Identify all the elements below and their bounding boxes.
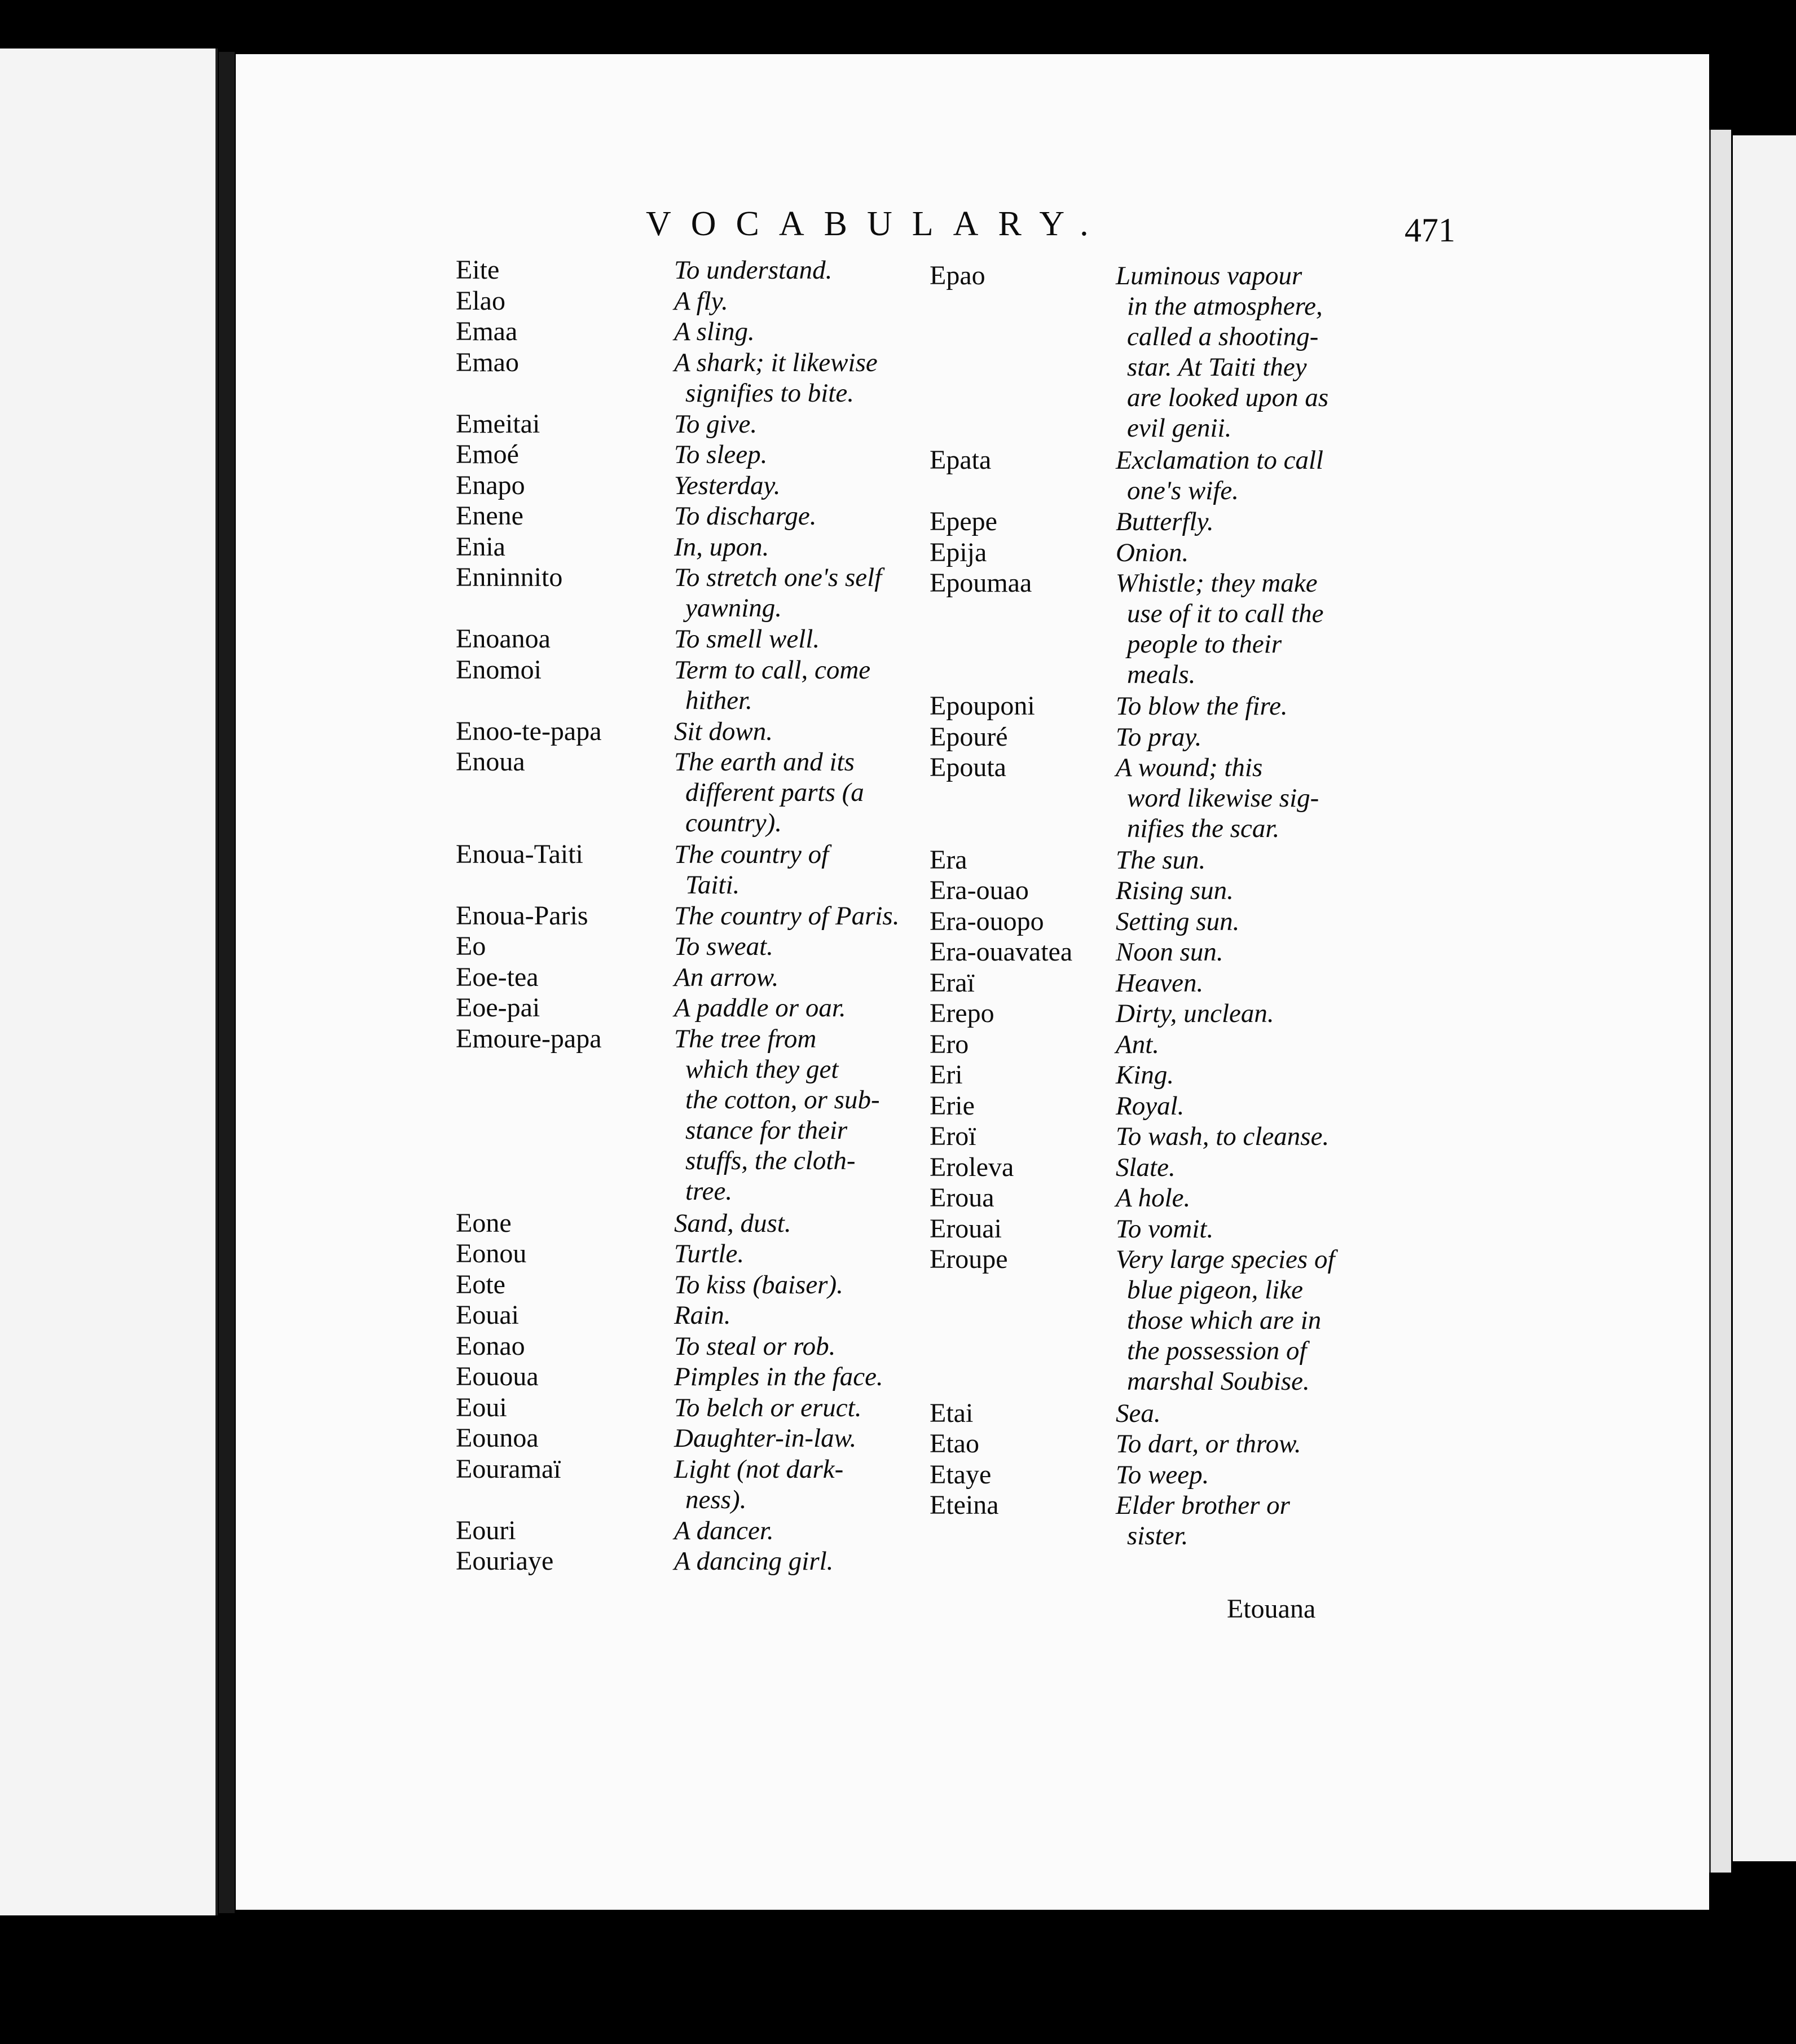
entry-headword: Etai — [930, 1398, 974, 1428]
definition-line: Heaven. — [1116, 968, 1204, 998]
entry-definition — [674, 501, 816, 531]
definition-line: To stretch one's self — [674, 563, 882, 592]
definition-line: A sling. — [674, 317, 755, 346]
entry-headword: Era-ouopo — [930, 906, 1044, 936]
entry-headword: Eououa — [456, 1362, 539, 1391]
definition-line: signifies to bite. — [685, 378, 854, 408]
entry-definition — [674, 439, 767, 470]
definition-line: An arrow. — [674, 962, 779, 992]
definition-line: A dancer. — [674, 1516, 774, 1545]
entry-definition — [1116, 1490, 1290, 1551]
definition-line: stuffs, the cloth- — [685, 1146, 856, 1175]
entry-definition — [1116, 1460, 1209, 1490]
entry-definition — [1116, 261, 1328, 443]
entry-headword: Ero — [930, 1029, 969, 1059]
entry-definition — [1116, 1183, 1190, 1213]
entry-headword: Epoumaa — [930, 568, 1032, 598]
definition-line: A fly. — [674, 286, 728, 316]
entry-definition — [1116, 1214, 1213, 1244]
definition-line: Daughter-in-law. — [674, 1424, 857, 1453]
definition-line: To dart, or throw. — [1116, 1429, 1301, 1459]
entry-headword: Eonao — [456, 1331, 525, 1361]
catchword: Etouana — [1227, 1594, 1316, 1624]
definition-line: those which are in — [1127, 1306, 1322, 1335]
entry-definition — [674, 470, 780, 501]
definition-line: Term to call, come — [674, 655, 871, 685]
entry-headword: Etaye — [930, 1459, 992, 1490]
definition-line: Ant. — [1116, 1029, 1160, 1059]
definition-line: are looked upon as — [1127, 383, 1329, 412]
entry-definition — [674, 1454, 843, 1515]
entry-definition — [674, 1393, 861, 1423]
entry-definition — [674, 409, 757, 439]
entry-definition — [1116, 1029, 1159, 1060]
definition-line: To blow the fire. — [1116, 691, 1288, 721]
entry-definition — [1116, 1429, 1301, 1459]
definition-line: To weep. — [1116, 1460, 1209, 1490]
definition-line: Butterfly. — [1116, 507, 1214, 536]
entry-headword: Erepo — [930, 998, 994, 1028]
definition-line: Setting sun. — [1116, 906, 1240, 936]
definition-line: The sun. — [1116, 845, 1206, 875]
entry-headword: Emao — [456, 347, 519, 377]
entry-definition — [1116, 968, 1203, 998]
definition-line: Turtle. — [674, 1239, 745, 1268]
definition-line: yawning. — [685, 593, 782, 623]
entry-definition — [1116, 506, 1214, 537]
definition-line: Rising sun. — [1116, 876, 1234, 905]
definition-line: A hole. — [1116, 1183, 1191, 1213]
definition-line: people to their — [1127, 629, 1282, 659]
entry-headword: Enoanoa — [456, 624, 551, 654]
entry-headword: Era-ouavatea — [930, 937, 1073, 967]
entry-definition — [674, 1516, 774, 1546]
entry-headword: Eroupe — [930, 1244, 1008, 1274]
definition-line: meals. — [1127, 660, 1196, 689]
entry-headword: Elao — [456, 285, 505, 316]
entry-headword: Eraï — [930, 967, 975, 998]
definition-line: Rain. — [674, 1301, 731, 1330]
entry-headword: Epija — [930, 537, 987, 567]
definition-line: To vomit. — [1116, 1214, 1214, 1244]
entry-headword: Eo — [456, 931, 486, 961]
entry-definition — [1116, 445, 1323, 506]
entry-definition — [674, 839, 829, 900]
entry-definition — [1116, 1244, 1335, 1397]
definition-line: To sweat. — [674, 932, 773, 961]
definition-line: the possession of — [1127, 1336, 1307, 1365]
entry-headword: Eonou — [456, 1239, 527, 1268]
definition-line: Luminous vapour — [1116, 261, 1302, 290]
next-page-edge — [1733, 135, 1796, 1861]
entry-headword: Enoua-Taiti — [456, 839, 583, 869]
entry-definition — [1116, 1121, 1329, 1152]
entry-headword: Eroï — [930, 1121, 976, 1151]
definition-line: Pimples in the face. — [674, 1362, 883, 1391]
definition-line: To belch or eruct. — [674, 1393, 862, 1422]
entry-definition — [674, 624, 820, 654]
definition-line: The country of Paris. — [674, 901, 900, 931]
entry-definition — [674, 1331, 835, 1362]
page-edge-shadow — [1709, 130, 1731, 1873]
definition-line: To understand. — [674, 256, 833, 285]
entry-definition — [1116, 1152, 1176, 1183]
definition-line: called a shooting- — [1127, 322, 1319, 351]
entry-headword: Eone — [456, 1208, 512, 1238]
entry-definition — [674, 255, 832, 285]
entry-headword: Eteina — [930, 1490, 999, 1520]
definition-line: nifies the scar. — [1127, 814, 1280, 843]
entry-headword: Eounoa — [456, 1423, 539, 1453]
entry-definition — [1116, 752, 1319, 844]
definition-line: The country of — [674, 839, 829, 869]
entry-definition — [1116, 722, 1201, 752]
entry-headword: Enomoi — [456, 654, 542, 685]
entry-headword: Enninnito — [456, 562, 563, 592]
entry-headword: Eouai — [456, 1300, 519, 1330]
entry-definition — [674, 962, 778, 993]
definition-line: use of it to call the — [1127, 599, 1324, 628]
definition-line: Elder brother or — [1116, 1491, 1290, 1520]
entry-definition — [674, 655, 870, 716]
definition-line: To kiss (baiser). — [674, 1270, 843, 1299]
entry-headword: Enia — [456, 531, 505, 562]
entry-headword: Epata — [930, 445, 992, 475]
entry-headword: Enene — [456, 501, 523, 531]
entry-headword: Eroua — [930, 1183, 994, 1213]
definition-line: Sea. — [1116, 1398, 1161, 1428]
entry-definition — [1116, 998, 1274, 1029]
entry-definition — [1116, 538, 1188, 568]
entry-headword: Emoé — [456, 439, 519, 469]
definition-line: A shark; it likewise — [674, 347, 878, 377]
entry-definition — [1116, 1398, 1161, 1429]
entry-definition — [674, 286, 728, 316]
entry-headword: Eote — [456, 1269, 505, 1299]
entry-definition — [674, 316, 755, 347]
entry-headword: Enoua-Paris — [456, 900, 588, 931]
entry-headword: Epouponi — [930, 691, 1035, 721]
entry-definition — [1116, 568, 1324, 690]
entry-headword: Eouriaye — [456, 1546, 554, 1576]
definition-line: sister. — [1127, 1521, 1188, 1550]
entry-headword: Eoe-tea — [456, 962, 539, 992]
entry-definition — [674, 1546, 833, 1576]
definition-line: which they get — [685, 1054, 839, 1084]
entry-headword: Emoure-papa — [456, 1023, 602, 1054]
definition-line: stance for their — [685, 1115, 848, 1145]
definition-line: different parts (a — [685, 778, 864, 807]
entry-definition — [674, 1208, 791, 1239]
definition-line: A wound; this — [1116, 753, 1263, 782]
entry-headword: Eroleva — [930, 1152, 1014, 1182]
entry-definition — [674, 1423, 856, 1453]
page-header-title: VOCABULARY. — [646, 205, 1108, 243]
entry-headword: Emaa — [456, 316, 518, 346]
definition-line: King. — [1116, 1060, 1174, 1090]
definition-line: Very large species of — [1116, 1245, 1335, 1274]
definition-line: A dancing girl. — [674, 1547, 834, 1576]
entry-definition — [674, 931, 773, 962]
entry-headword: Eri — [930, 1060, 963, 1090]
entry-definition — [1116, 875, 1234, 906]
entry-definition — [674, 1024, 880, 1206]
definition-line: Onion. — [1116, 538, 1189, 567]
definition-line: Yesterday. — [674, 470, 781, 500]
definition-line: word likewise sig- — [1127, 783, 1319, 813]
entry-headword: Eoe-pai — [456, 993, 540, 1023]
entry-headword: Epao — [930, 261, 985, 290]
entry-headword: Enapo — [456, 470, 525, 500]
definition-line: Sand, dust. — [674, 1208, 791, 1238]
definition-line: ness). — [685, 1484, 747, 1514]
entry-headword: Epepe — [930, 506, 997, 536]
definition-line: marshal Soubise. — [1127, 1367, 1310, 1396]
entry-headword: Epouré — [930, 721, 1008, 752]
entry-definition — [674, 1270, 843, 1300]
entry-headword: Eoui — [456, 1392, 507, 1422]
definition-line: tree. — [685, 1176, 733, 1206]
definition-line: Light (not dark- — [674, 1454, 844, 1484]
entry-headword: Enoua — [456, 747, 525, 777]
definition-line: Whistle; they make — [1116, 569, 1318, 598]
definition-line: The earth and its — [674, 747, 855, 777]
entry-definition — [1116, 845, 1205, 875]
entry-headword: Era-ouao — [930, 875, 1029, 905]
definition-line: To discharge. — [674, 501, 817, 531]
entry-headword: Erouai — [930, 1213, 1002, 1244]
entry-headword: Era — [930, 844, 967, 875]
entry-headword: Eite — [456, 255, 500, 285]
entry-definition — [674, 993, 846, 1023]
entry-definition — [674, 901, 899, 931]
definition-line: Exclamation to call — [1116, 446, 1324, 475]
definition-line: blue pigeon, like — [1127, 1275, 1303, 1305]
definition-line: To give. — [674, 409, 758, 439]
definition-line: the cotton, or sub- — [685, 1085, 880, 1114]
definition-line: Sit down. — [674, 716, 773, 746]
entry-headword: Enoo-te-papa — [456, 716, 602, 746]
entry-headword: Eouramaï — [456, 1453, 561, 1484]
entry-headword: Epouta — [930, 752, 1006, 782]
entry-definition — [674, 562, 882, 623]
definition-line: country). — [685, 808, 782, 838]
entry-definition — [1116, 1091, 1184, 1121]
book-gutter — [219, 52, 235, 1913]
entry-definition — [674, 1300, 731, 1331]
definition-line: To wash, to cleanse. — [1116, 1122, 1330, 1151]
definition-line: one's wife. — [1127, 476, 1239, 505]
definition-line: star. At Taiti they — [1127, 353, 1307, 382]
definition-line: In, upon. — [674, 532, 769, 562]
entry-definition — [1116, 1060, 1174, 1090]
definition-line: evil genii. — [1127, 413, 1232, 443]
entry-headword: Etao — [930, 1429, 979, 1459]
entry-definition — [674, 347, 878, 408]
definition-line: To sleep. — [674, 440, 768, 469]
entry-definition — [1116, 906, 1239, 937]
entry-headword: Eouri — [456, 1515, 516, 1545]
definition-line: Slate. — [1116, 1152, 1176, 1182]
entry-headword: Emeitai — [456, 408, 540, 439]
entry-definition — [1116, 691, 1288, 721]
entry-definition — [674, 532, 769, 562]
entry-definition — [674, 716, 773, 747]
left-page — [0, 49, 218, 1915]
definition-line: Royal. — [1116, 1091, 1185, 1121]
page-number: 471 — [1405, 212, 1455, 249]
definition-line: Dirty, unclean. — [1116, 999, 1274, 1028]
definition-line: To steal or rob. — [674, 1331, 836, 1361]
definition-line: The tree from — [674, 1024, 817, 1054]
entry-definition — [674, 1239, 744, 1269]
entry-definition — [674, 747, 864, 838]
definition-line: Taiti. — [685, 870, 740, 900]
definition-line: A paddle or oar. — [674, 993, 846, 1023]
definition-line: hither. — [685, 685, 752, 715]
definition-line: in the atmosphere, — [1127, 292, 1323, 321]
entry-definition — [674, 1362, 883, 1392]
entry-definition — [1116, 937, 1223, 967]
entry-headword: Erie — [930, 1090, 975, 1121]
definition-line: Noon sun. — [1116, 937, 1223, 967]
definition-line: To pray. — [1116, 722, 1202, 752]
definition-line: To smell well. — [674, 624, 820, 654]
